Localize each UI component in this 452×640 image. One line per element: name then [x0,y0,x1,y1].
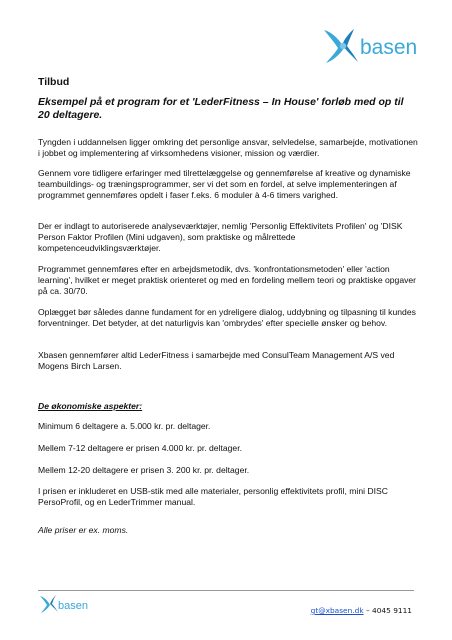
included-text: I prisen er inkluderet en USB-stik med alle materialer, personlig effektivitets profil, mini DISC PersoProfil, og en LederTrimmer manual. [38,486,388,507]
paragraph-4: Programmet gennemføres efter en arbejdsmetodik, dvs. 'konfrontationsmetoden' eller 'action learning', hvilket er meget praktisk orienteret og med en fordeling mellem teori og praktiske opgaver på ca. 30/70. [38,264,417,296]
price-line-1: Minimum 6 deltagere a. 5.000 kr. pr. deltager. [38,421,211,431]
footer-logo-wordmark: basen [58,600,88,612]
logo-wordmark: basen [360,36,418,59]
page-subtitle: Eksempel på et program for et 'LederFitness – In House' forløb med op til 20 deltagere. [38,96,404,121]
paragraph-1: Tyngden i uddannelsen ligger omkring det personlige ansvar, selvledelse, samarbejde, motivationen i jobbet og implementering af virksomhedens visioner, mission og værdier. [38,137,418,158]
economics-title: De økonomiske aspekter: [38,401,143,411]
paragraph-3: Der er indlagt to autoriserede analyseværktøjer, nemlig 'Personlig Effektivitets Profilen' og 'DISK Person Faktor Profilen (Mini udgaven), som praktiske og målrettede kompetenceudviklingsværktøjer. [38,221,403,253]
price-note: Alle priser er ex. moms. [38,525,129,535]
page-title: Tilbud [38,76,70,88]
phone-number: 4045 9111 [372,606,412,615]
footer-contact [311,606,412,615]
contact-separator: – [365,606,370,615]
paragraph-2: Gennem vore tidligere erfaringer med tilrettelæggelse og gennemførelse af kreative og dynamiske teambuildings- og træningsprogrammer, ser vi det som en fordel, at selve implementeringen af programmet gennemføres opdelt i faser f.eks. 6 moduler à 4-6 timers varighed. [38,168,411,200]
price-line-2: Mellem 7-12 deltagere er prisen 4.000 kr. pr. deltager. [38,443,242,453]
email-link[interactable]: gt@xbasen.dk [310,606,364,615]
x-mark-icon [40,595,58,613]
paragraph-6: Xbasen gennemfører altid LederFitness i samarbejde med ConsulTeam Management A/S ved Mogens Birch Larsen. [38,350,395,371]
xbasen-logo [318,26,428,66]
x-mark-icon [324,29,358,63]
paragraph-5: Oplægget bør således danne fundament for en ydreligere dialog, uddybning og tilpasning til kundes forventninger. Det betyder, at det naturligvis kan 'ombrydes' efter specielle ønsker og behov. [38,307,416,328]
price-line-3: Mellem 12-20 deltagere er prisen 3. 200 kr. pr. deltager. [38,465,250,475]
footer-divider [38,590,414,591]
footer-logo [38,594,94,614]
